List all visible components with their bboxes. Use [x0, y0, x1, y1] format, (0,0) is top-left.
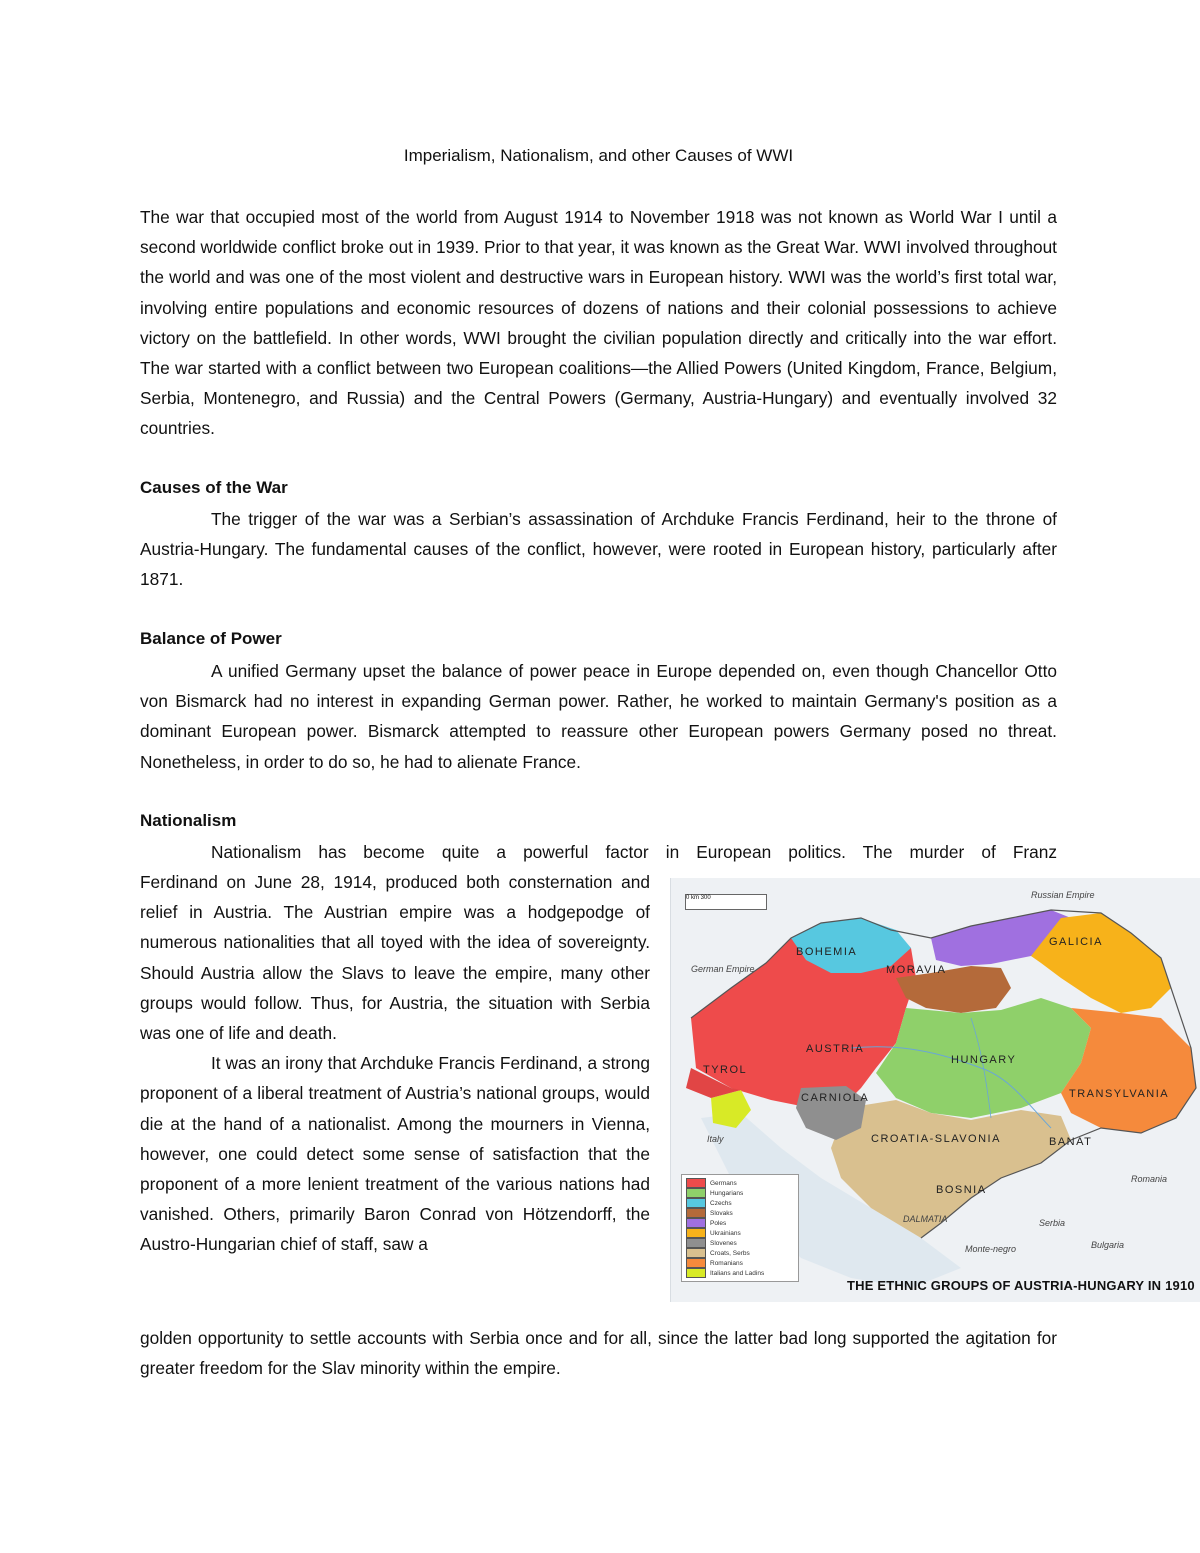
- legend-item: [686, 1198, 794, 1208]
- map-caption: THE ETHNIC GROUPS OF AUSTRIA-HUNGARY IN 1910: [847, 1278, 1195, 1293]
- label-russian-empire: Russian Empire: [1031, 890, 1095, 900]
- intro-text: The war that occupied most of the world from August 1914 to November 1918 was not known as World War I until a second worldwide conflict broke out in 1939. Prior to that year, it was known as the Great War. WWI involved throughout the world and was one of the most violent and destructive wars in European history. WWI was the world’s first total war, involving entire populations and economic resources of dozens of nations and their colonial possessions to achieve victory on the battlefield. In other words, WWI brought the civilian population directly and critically into the war effort. The war started with a conflict between two European coalitions—the Allied Powers (United Kingdom, France, Belgium, Serbia, Montenegro, and Russia) and the Central Powers (Germany, Austria-Hungary) and eventually involved 32 countries.: [140, 207, 1057, 439]
- legend-label: Slovenes: [710, 1239, 737, 1247]
- nationalism-wrapped-1: Ferdinand on June 28, 1914, produced both consternation and relief in Austria. The Austrian empire was a hodgepodge of numerous nationalities that all toyed with the idea of sovereignty. Should Austria allow the Slavs to leave the empire, many other groups would follow. Thus, for Austria, the situation with Serbia was one of life and death.: [140, 872, 650, 1044]
- legend-label: Romanians: [710, 1259, 743, 1267]
- legend-label: Czechs: [710, 1199, 732, 1207]
- legend-label: Italians and Ladins: [710, 1269, 765, 1277]
- legend-swatch: [686, 1218, 706, 1228]
- legend-item: [686, 1188, 794, 1198]
- nationalism-first-line: [140, 837, 1057, 867]
- legend-item: [686, 1228, 794, 1238]
- legend-item: [686, 1218, 794, 1228]
- legend-swatch: [686, 1188, 706, 1198]
- label-serbia: Serbia: [1039, 1218, 1066, 1228]
- label-transylvania: TRANSYLVANIA: [1069, 1088, 1170, 1100]
- label-banat: BANAT: [1049, 1136, 1093, 1148]
- label-tyrol: TYROL: [703, 1064, 748, 1076]
- nationalism-after-text: golden opportunity to settle accounts with Serbia once and for all, since the latter bad long supported the agitation for greater freedom for the Slav minority within the empire.: [140, 1328, 1057, 1379]
- nationalism-after-map: [140, 1323, 1057, 1383]
- label-dalmatia: DALMATIA: [903, 1214, 948, 1224]
- legend-item: [686, 1268, 794, 1278]
- legend-label: Poles: [710, 1219, 727, 1227]
- nationalism-heading: Nationalism: [140, 811, 237, 830]
- legend-swatch: [686, 1198, 706, 1208]
- map-scale: 0 km 300: [685, 894, 767, 910]
- label-bosnia: BOSNIA: [936, 1184, 987, 1196]
- legend-item: [686, 1208, 794, 1218]
- balance-paragraph: [140, 656, 1057, 777]
- label-montenegro: Monte-negro: [965, 1244, 1017, 1254]
- label-bulgaria: Bulgaria: [1091, 1240, 1125, 1250]
- legend-swatch: [686, 1258, 706, 1268]
- legend-label: Croats, Serbs: [710, 1249, 750, 1257]
- label-carniola: CARNIOLA: [801, 1092, 870, 1104]
- legend-label: Hungarians: [710, 1189, 744, 1197]
- ethnic-groups-map: [670, 878, 1200, 1302]
- label-moravia: MORAVIA: [886, 964, 947, 976]
- nationalism-wrapped-column: [140, 867, 650, 1260]
- legend-label: Ukrainians: [710, 1229, 741, 1237]
- legend-item: [686, 1248, 794, 1258]
- legend-label: Slovaks: [710, 1209, 733, 1217]
- balance-text: A unified Germany upset the balance of power peace in Europe depended on, even though Chancellor Otto von Bismarck had no interest in expanding German power. Rather, he worked to maintain Germany's position as a dominant European power. Bismarck attempted to reassure other European powers Germany posed no threat. Nonetheless, in order to do so, he had to alienate France.: [140, 661, 1057, 772]
- legend-item: [686, 1238, 794, 1248]
- causes-heading: Causes of the War: [140, 478, 288, 497]
- label-romania: Romania: [1131, 1174, 1168, 1184]
- nationalism-line-1: Nationalism has become quite a powerful factor in European politics. The murder of Franz: [211, 842, 1057, 862]
- label-german-empire: German Empire: [691, 964, 755, 974]
- label-austria: AUSTRIA: [806, 1043, 865, 1055]
- map-legend: [681, 1174, 799, 1282]
- label-croatia: CROATIA-SLAVONIA: [871, 1133, 1001, 1145]
- causes-paragraph: [140, 504, 1057, 595]
- label-bohemia: BOHEMIA: [796, 946, 858, 958]
- legend-swatch: [686, 1248, 706, 1258]
- legend-item: [686, 1258, 794, 1268]
- document-title: Imperialism, Nationalism, and other Causes of WWI: [403, 146, 794, 165]
- legend-swatch: [686, 1178, 706, 1188]
- intro-paragraph: [140, 202, 1057, 444]
- legend-swatch: [686, 1238, 706, 1248]
- label-hungary: HUNGARY: [951, 1054, 1017, 1066]
- balance-heading: Balance of Power: [140, 629, 282, 648]
- causes-text: The trigger of the war was a Serbian’s assassination of Archduke Francis Ferdinand, heir to the throne of Austria-Hungary. The fundamental causes of the conflict, however, were rooted in European history, particularly after 1871.: [140, 509, 1057, 590]
- legend-swatch: [686, 1208, 706, 1218]
- nationalism-wrapped-2: It was an irony that Archduke Francis Ferdinand, a strong proponent of a liberal treatment of Austria’s national groups, would die at the hand of a nationalist. Among the mourners in Vienna, however, one could detect some sense of satisfaction that the proponent of a more lenient treatment of the various nations had vanished. Others, primarily Baron Conrad von Hötzendorff, the Austro-Hungarian chief of staff, saw a: [140, 1053, 650, 1255]
- legend-label: Germans: [710, 1179, 737, 1187]
- legend-item: [686, 1178, 794, 1188]
- label-galicia: GALICIA: [1049, 936, 1103, 948]
- legend-swatch: [686, 1268, 706, 1278]
- label-italy: Italy: [707, 1134, 724, 1144]
- legend-swatch: [686, 1228, 706, 1238]
